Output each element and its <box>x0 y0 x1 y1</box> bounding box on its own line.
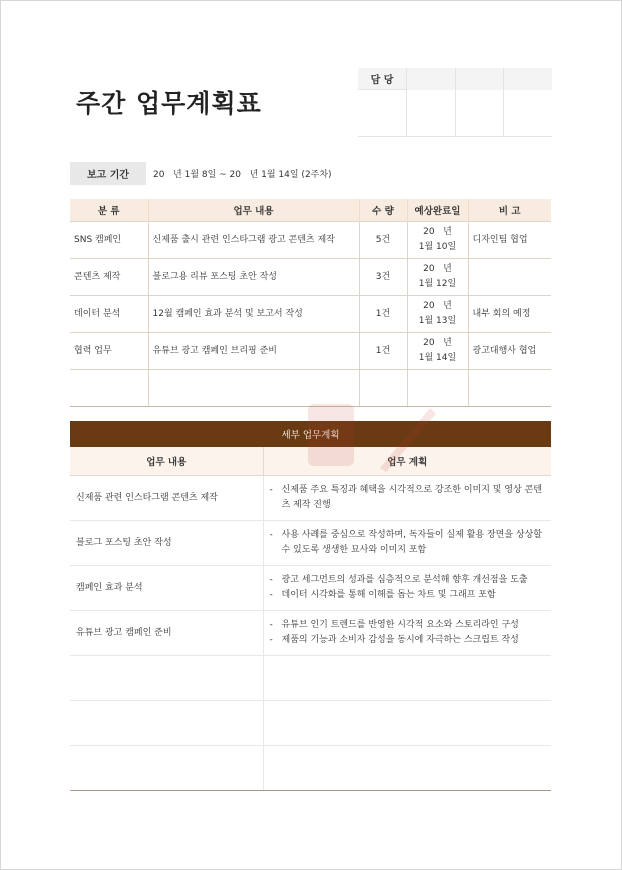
detail-row-empty <box>70 746 551 791</box>
due-day: 1월 10일 <box>418 242 457 252</box>
empty-cell <box>70 370 148 407</box>
due-day: 1월 13일 <box>418 316 457 326</box>
header-content: 업무 내용 <box>148 199 359 222</box>
detail-row <box>70 521 551 566</box>
approval-box <box>358 68 552 137</box>
plan-line <box>270 618 546 633</box>
detail-header-row <box>70 447 551 476</box>
plan-dash: - <box>269 530 273 540</box>
empty-cell <box>70 746 263 791</box>
plan-text: 신제품 주요 특징과 혜택을 시각적으로 강조한 이미지 및 영상 콘텐츠 제작 진행 <box>281 485 542 510</box>
row-category: 콘텐츠 제작 <box>70 259 148 296</box>
row-category: SNS 캠페인 <box>70 222 148 259</box>
plan-line <box>270 528 546 558</box>
detail-header-task: 업무 내용 <box>70 447 263 476</box>
approval-head-cell <box>503 68 552 90</box>
header-quantity: 수 량 <box>359 199 407 222</box>
approval-sign-cell <box>503 90 552 137</box>
period-label: 보고 기간 <box>70 162 146 185</box>
row-note: 디자인팀 협업 <box>468 222 551 259</box>
row-note: 내부 회의 예정 <box>468 296 551 333</box>
detail-task: 신제품 관련 인스타그램 콘텐츠 제작 <box>70 476 263 521</box>
plan-dash: - <box>269 590 273 600</box>
row-category: 데이터 분석 <box>70 296 148 333</box>
due-year: 20 년 <box>423 338 452 348</box>
detail-plan <box>263 476 551 521</box>
header-category: 분 류 <box>70 199 148 222</box>
empty-cell <box>263 701 551 746</box>
table-row-empty <box>70 370 551 407</box>
header-note: 비 고 <box>468 199 551 222</box>
table-row <box>70 333 551 370</box>
empty-cell <box>70 656 263 701</box>
row-due-date <box>407 333 468 370</box>
detail-task: 블로그 포스팅 초안 작성 <box>70 521 263 566</box>
plan-dash: - <box>269 635 273 645</box>
row-content: 블로그용 리뷰 포스팅 초안 작성 <box>148 259 359 296</box>
empty-cell <box>359 370 407 407</box>
approval-sign-cell <box>406 90 455 137</box>
plan-dash: - <box>269 485 273 495</box>
empty-cell <box>148 370 359 407</box>
approval-blank <box>358 90 406 137</box>
plan-dash: - <box>269 620 273 630</box>
plan-text: 제품의 기능과 소비자 감성을 동시에 자극하는 스크립트 작성 <box>281 635 519 645</box>
page-title: 주간 업무계획표 <box>76 89 262 118</box>
plan-text: 데이터 시각화를 통해 이해를 돕는 차트 및 그래프 포함 <box>281 590 496 600</box>
plan-line <box>270 573 546 588</box>
empty-cell <box>468 370 551 407</box>
row-due-date <box>407 296 468 333</box>
plan-line <box>270 588 546 603</box>
due-year: 20 년 <box>423 227 452 237</box>
row-note: 광고대행사 협업 <box>468 333 551 370</box>
detail-row-empty <box>70 656 551 701</box>
due-day: 1월 14일 <box>418 353 457 363</box>
plan-line <box>270 483 546 513</box>
row-quantity: 5건 <box>359 222 407 259</box>
weekly-task-table <box>70 199 551 407</box>
header-due-date: 예상완료일 <box>407 199 468 222</box>
row-quantity: 1건 <box>359 333 407 370</box>
due-year: 20 년 <box>423 264 452 274</box>
approval-sign-cell <box>455 90 503 137</box>
approval-head-cell <box>455 68 503 90</box>
table-row <box>70 222 551 259</box>
detail-header-plan: 업무 계획 <box>263 447 551 476</box>
detail-plan-table <box>70 447 551 791</box>
detail-plan <box>263 566 551 611</box>
row-content: 유튜브 광고 캠페인 브리핑 준비 <box>148 333 359 370</box>
plan-text: 광고 세그먼트의 성과를 심층적으로 분석해 향후 개선점을 도출 <box>281 575 528 585</box>
detail-row <box>70 476 551 521</box>
empty-cell <box>70 701 263 746</box>
detail-row <box>70 566 551 611</box>
table-row <box>70 259 551 296</box>
row-content: 12월 캠페인 효과 분석 및 보고서 작성 <box>148 296 359 333</box>
row-quantity: 3건 <box>359 259 407 296</box>
row-due-date <box>407 222 468 259</box>
row-content: 신제품 출시 관련 인스타그램 광고 콘텐츠 제작 <box>148 222 359 259</box>
plan-text: 유튜브 인기 트렌드를 반영한 시각적 요소와 스토리라인 구성 <box>281 620 519 630</box>
detail-row-empty <box>70 701 551 746</box>
plan-dash: - <box>269 575 273 585</box>
empty-cell <box>263 656 551 701</box>
approval-head-cell <box>406 68 455 90</box>
detail-plan <box>263 611 551 656</box>
row-quantity: 1건 <box>359 296 407 333</box>
detail-plan <box>263 521 551 566</box>
plan-text: 사용 사례를 중심으로 작성하며, 독자들이 실제 활용 장면을 상상할 수 있도록 생생한 묘사와 이미지 포함 <box>281 530 542 555</box>
period-value: 20 년 1월 8일 ~ 20 년 1월 14일 (2주차) <box>153 170 332 180</box>
row-category: 협력 업무 <box>70 333 148 370</box>
detail-section-title: 세부 업무계획 <box>70 421 551 447</box>
empty-cell <box>407 370 468 407</box>
approval-label: 담 당 <box>358 68 406 90</box>
row-due-date <box>407 259 468 296</box>
due-year: 20 년 <box>423 301 452 311</box>
table-row <box>70 296 551 333</box>
plan-line <box>270 633 546 648</box>
empty-cell <box>263 746 551 791</box>
table-header-row <box>70 199 551 222</box>
detail-task: 캠페인 효과 분석 <box>70 566 263 611</box>
detail-row <box>70 611 551 656</box>
due-day: 1월 12일 <box>418 279 457 289</box>
row-note <box>468 259 551 296</box>
detail-task: 유튜브 광고 캠페인 준비 <box>70 611 263 656</box>
